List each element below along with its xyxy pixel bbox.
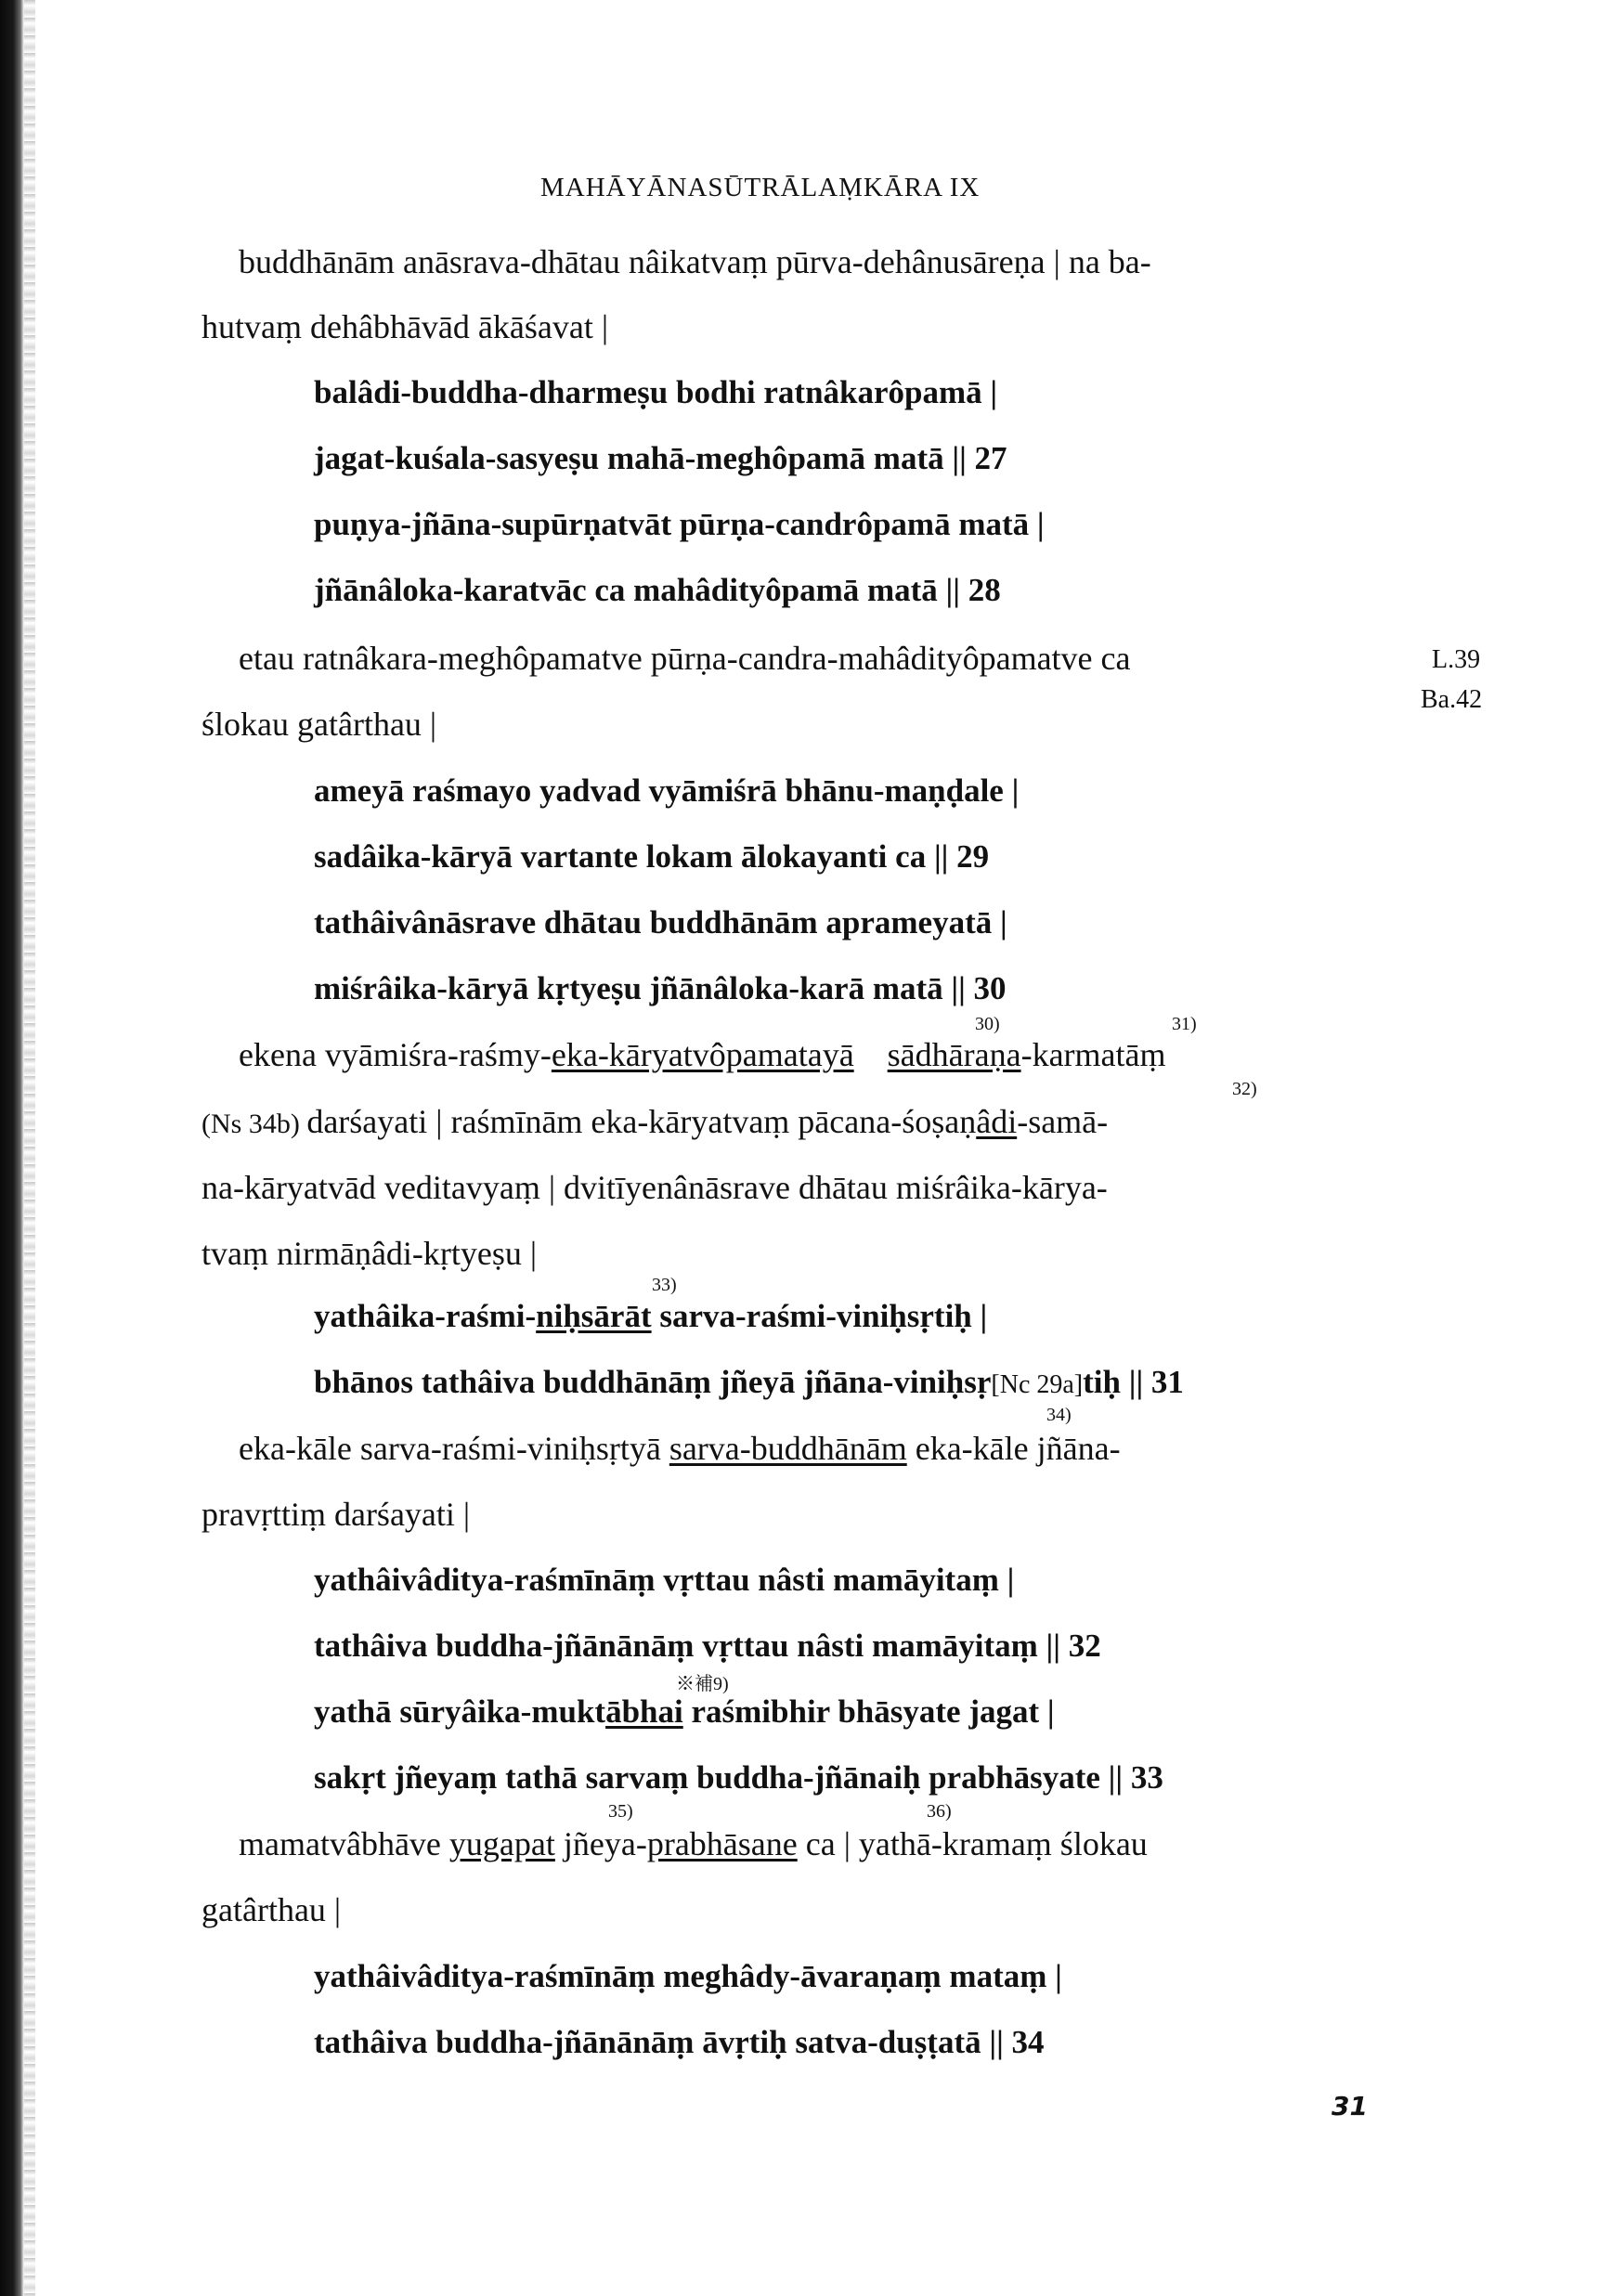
underlined-text: prabhāsane [646, 1825, 798, 1862]
text-line [239, 1428, 1121, 1469]
manuscript-ref: [Nc 29a] [991, 1370, 1084, 1399]
verse-line: tathâiva buddha-jñānānāṃ āvṛtiḥ satva-duṣṭatā || 34 [314, 2024, 1045, 2060]
verse-line [314, 1362, 1184, 1406]
underlined-text: ābhai [605, 1693, 683, 1730]
verse-line: tathâiva buddha-jñānānāṃ vṛttau nâsti mamāyitaṃ || 32 [314, 1628, 1101, 1664]
text-line: etau ratnâkara-meghôpamatve pūrṇa-candra-mahâdityôpamatve ca [239, 640, 1131, 677]
text-line: tvaṃ nirmāṇâdi-kṛtyeṣu | [201, 1235, 538, 1272]
verse-line: jagat-kuśala-sasyeṣu mahā-meghôpamā matā || 27 [314, 440, 1007, 476]
text-line [201, 1101, 1108, 1145]
verse-line: tathâivânāsrave dhātau buddhānām aprameyatā | [314, 904, 1007, 940]
verse-line: yathâivâditya-raśmīnāṃ meghâdy-āvaraṇaṃ mataṃ | [314, 1958, 1062, 1994]
text-segment: -karmatāṃ [1020, 1036, 1166, 1073]
verse-line [314, 1692, 1055, 1732]
underlined-text: sādhāraṇa [887, 1036, 1021, 1073]
text-line [239, 1034, 1166, 1075]
page-number: 31 [1332, 2091, 1368, 2121]
text-line: na-kāryatvād veditavyaṃ | dvitīyenânāsrave dhātau miśrâika-kārya- [201, 1169, 1108, 1206]
verse-line: jñānâloka-karatvāc ca mahâdityôpamā matā || 28 [314, 572, 1001, 608]
text-segment: mamatvâbhāve [239, 1825, 449, 1862]
text-line: gatârthau | [201, 1891, 342, 1928]
running-header: MAHĀYĀNASŪTRĀLAṂKĀRA IX [540, 173, 981, 202]
underlined-text: eka-kāryatvôpamatayā [551, 1036, 854, 1073]
text-segment: eka-kāle sarva-raśmi-viniḥsṛtyā [239, 1430, 669, 1467]
text-segment: eka-kāle jñāna- [906, 1430, 1121, 1467]
book-binding-shadow [0, 0, 24, 2296]
verse-line: miśrâika-kāryā kṛtyeṣu jñānâloka-karā matā || 30 [314, 970, 1007, 1006]
verse-line [314, 1296, 987, 1337]
text-line: hutvaṃ dehâbhāvād ākāśavat | [201, 308, 609, 345]
text-segment: bhānos tathâiva buddhānāṃ jñeyā jñāna-viniḥsṛ [314, 1364, 992, 1400]
verse-line: sadâika-kāryā vartante lokam ālokayanti ca || 29 [314, 838, 990, 875]
underlined-text: niḥsārāt [536, 1298, 652, 1334]
footnote-mark-34: 34) [1046, 1405, 1072, 1425]
footnote-mark-31: 31) [1172, 1014, 1197, 1034]
manuscript-ref: (Ns 34b) [201, 1109, 307, 1139]
underlined-text: yugapat [448, 1825, 555, 1862]
footnote-mark-supplement-9: ※補9) [676, 1674, 729, 1694]
verse-line: yathâivâditya-raśmīnāṃ vṛttau nâsti mamāyitaṃ | [314, 1562, 1015, 1598]
text-segment: raśmibhir bhāsyate jagat | [682, 1693, 1055, 1730]
text-segment: jñeya- [554, 1825, 647, 1862]
underlined-text: âdi [976, 1103, 1018, 1140]
margin-note-Ba42: Ba.42 [1421, 685, 1483, 714]
margin-note-L39: L.39 [1432, 645, 1481, 674]
text-segment: yathā sūryâika-mukt [314, 1693, 606, 1730]
text-line [239, 1823, 1148, 1864]
book-binding-edge [24, 0, 35, 2296]
text-segment: ekena vyāmiśra-raśmy- [239, 1036, 552, 1073]
text-segment: yathâika-raśmi- [314, 1298, 537, 1334]
text-line: pravṛttiṃ darśayati | [201, 1496, 471, 1533]
text-segment: ca | yathā-kramaṃ ślokau [797, 1825, 1148, 1862]
footnote-mark-36: 36) [927, 1801, 952, 1822]
text-segment: -samā- [1017, 1103, 1109, 1140]
text-segment: tiḥ || 31 [1083, 1364, 1184, 1400]
verse-line: balâdi-buddha-dharmeṣu bodhi ratnâkarôpamā | [314, 374, 998, 410]
verse-line: ameyā raśmayo yadvad vyāmiśrā bhānu-maṇḍale | [314, 772, 1020, 809]
footnote-mark-32: 32) [1232, 1079, 1257, 1099]
text-line: ślokau gatârthau | [201, 706, 437, 743]
underlined-text: sarva-buddhānām [669, 1430, 907, 1467]
text-segment: darśayati | raśmīnām eka-kāryatvaṃ pācana-śoṣaṇ [306, 1103, 977, 1140]
verse-line: puṇya-jñāna-supūrṇatvāt pūrṇa-candrôpamā matā | [314, 506, 1045, 542]
verse-line: sakṛt jñeyaṃ tathā sarvaṃ buddha-jñānaiḥ prabhāsyate || 33 [314, 1759, 1163, 1796]
footnote-mark-35: 35) [608, 1801, 633, 1822]
footnote-mark-33: 33) [652, 1275, 677, 1295]
text-segment: sarva-raśmi-viniḥsṛtiḥ | [651, 1298, 988, 1334]
text-line: buddhānām anāsrava-dhātau nâikatvaṃ pūrva-dehânusāreṇa | na ba- [239, 243, 1151, 280]
footnote-mark-30: 30) [975, 1014, 1000, 1034]
